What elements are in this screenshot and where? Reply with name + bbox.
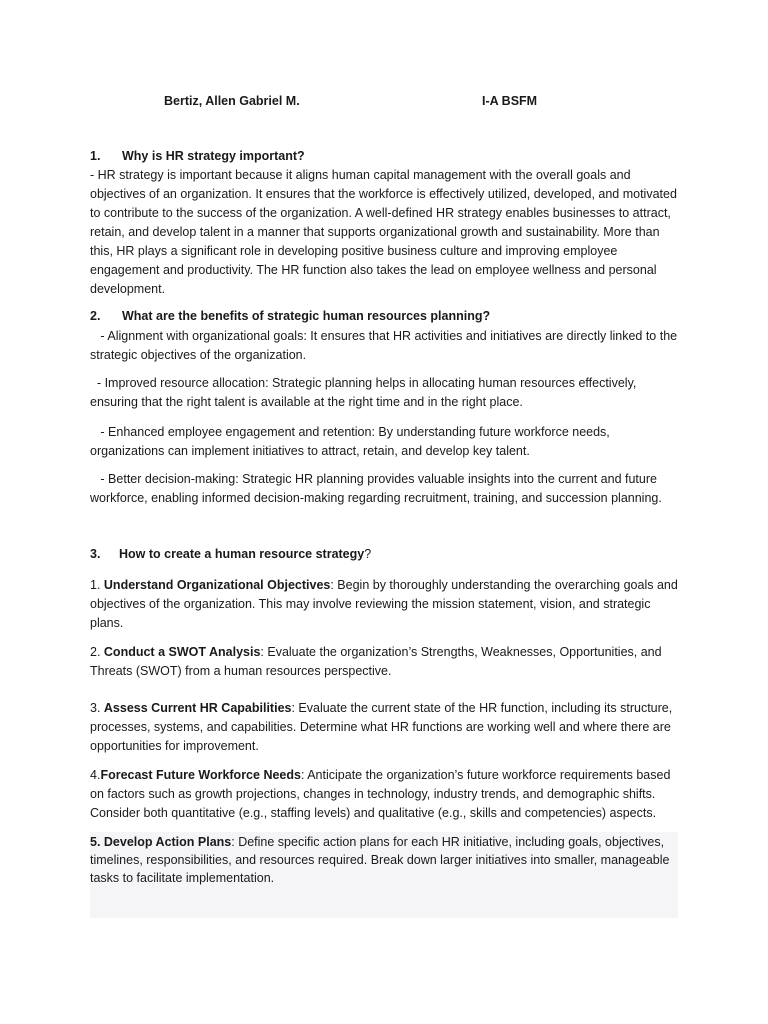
- question-1-number: 1.: [90, 149, 101, 163]
- question-3-text: How to create a human resource strategy: [119, 547, 365, 561]
- step-text: : Evaluate the organization’s Strengths, Weaknesses, Opportunities, and Threats (SWOT) from a human resources perspective.: [90, 645, 662, 678]
- step-number: 4.: [90, 768, 101, 782]
- step-text: : Define specific action plans for each HR initiative, including goals, objectives, timelines, responsibilities, and resources required. Break down larger initiatives into smaller, manageable tasks to facilitate implementation.: [90, 835, 670, 885]
- benefit-item: - Better decision-making: Strategic HR planning provides valuable insights into the current and future workforce, enabling informed decision-making regarding recruitment, training, and succession planning.: [90, 472, 662, 505]
- student-name: Bertiz, Allen Gabriel M.: [164, 94, 300, 108]
- step-item: [90, 576, 680, 633]
- step-number: 2.: [90, 645, 104, 659]
- benefit-item: - Improved resource allocation: Strategic planning helps in allocating human resources effectively, ensuring that the right talent is available at the right time and in the right place.: [90, 376, 640, 409]
- step-item: [90, 643, 680, 681]
- question-1-text: Why is HR strategy important?: [122, 149, 305, 163]
- step-text: : Evaluate the current state of the HR function, including its structure, processes, systems, and capabilities. Determine what HR functions are working well and where there are opportunities for improvement.: [90, 701, 673, 753]
- step-title: Develop Action Plans: [103, 835, 232, 849]
- step-number: 5.: [90, 835, 104, 849]
- step-title: Forecast Future Workforce Needs: [100, 768, 301, 782]
- step-title: Understand Organizational Objectives: [103, 578, 331, 592]
- benefit-item: - Alignment with organizational goals: It ensures that HR activities and initiatives are directly linked to the strategic objectives of the organization.: [90, 329, 681, 362]
- question-3-number: 3.: [90, 547, 101, 561]
- question-1-heading: [90, 149, 305, 163]
- question-1-answer: - HR strategy is important because it aligns human capital management with the overall goals and objectives of an organization. It ensures that the workforce is effectively utilized, developed, and motivated to contribute to the success of the organization. A well-defined HR strategy enables businesses to attract, retain, and develop talent in a manner that supports organizational growth and sustainability. More than this, HR plays a significant role in developing positive business culture and improving employee engagement and productivity. The HR function also takes the lead on employee wellness and personal development.: [90, 168, 677, 296]
- benefit-item: - Enhanced employee engagement and retention: By understanding future workforce needs, organizations can implement initiatives to attract, retain, and develop key talent.: [90, 425, 614, 458]
- question-3-heading: [90, 547, 371, 561]
- step-item: [90, 699, 680, 756]
- question-2-heading: [90, 309, 490, 323]
- step-title: Assess Current HR Capabilities: [103, 701, 292, 715]
- question-2-number: 2.: [90, 309, 101, 323]
- step-text: : Anticipate the organization’s future workforce requirements based on factors such as growth projections, changes in technology, industry trends, and demographic shifts. Consider both quantitative (e.g., staffing levels) and qualitative (e.g., skills and competencies) aspects.: [90, 768, 671, 820]
- question-2-text: What are the benefits of strategic human resources planning?: [122, 309, 491, 323]
- question-3-mark: ?: [364, 547, 372, 561]
- step-number: 1.: [90, 578, 104, 592]
- step-item: [90, 766, 680, 823]
- student-class: I-A BSFM: [482, 94, 538, 108]
- step-text: : Begin by thoroughly understanding the overarching goals and objectives of the organization. This may involve reviewing the mission statement, vision, and strategic plans.: [90, 578, 678, 630]
- step-item: [90, 833, 680, 887]
- step-title: Conduct a SWOT Analysis: [103, 645, 261, 659]
- step-number: 3.: [90, 701, 104, 715]
